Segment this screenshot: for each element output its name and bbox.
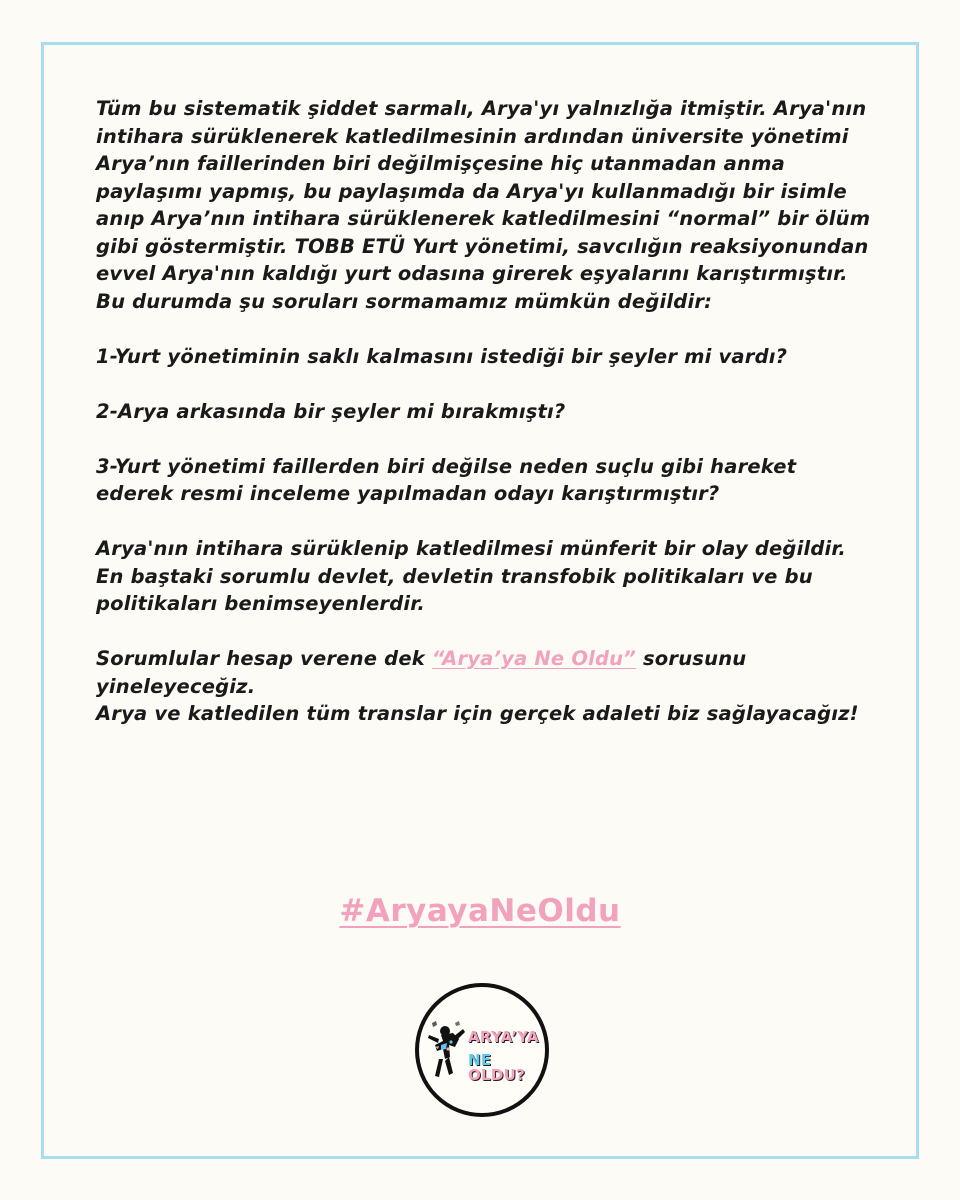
paragraph-justice: Arya ve katledilen tüm translar için gerçek adaleti biz sağlayacağız!	[96, 702, 859, 725]
logo-text-oldu: OLDU?	[468, 1066, 526, 1084]
question-2: 2-Arya arkasında bir şeyler mi bırakmıştı?	[96, 399, 566, 423]
logo-text-ne: NE	[468, 1051, 492, 1069]
paragraph-accountability	[96, 645, 876, 700]
silhouette-figure-icon	[419, 987, 545, 1113]
paragraph-responsibility: Arya'nın intihara sürüklenip katledilmesi münferit bir olay değildir. En baştaki sorumlu devlet, devletin transfobik politikaları ve bu politikaları benimseyenlerdir.	[96, 537, 847, 615]
logo-text-line2	[468, 1053, 545, 1083]
arya-ya-ne-oldu-logo	[415, 983, 549, 1117]
hashtag-link[interactable]: #AryayaNeOldu	[339, 893, 621, 929]
logo-text-line1: ARYA’YA	[468, 1028, 539, 1046]
accountability-text-start: Sorumlular hesap verene dek	[96, 647, 432, 670]
question-3: 3-Yurt yönetimi faillerden biri değilse neden suçlu gibi hareket ederek resmi inceleme yapılmadan odayı karıştırmıştır?	[96, 454, 797, 505]
statement-text	[96, 95, 876, 728]
arya-ne-oldu-link[interactable]: “Arya’ya Ne Oldu”	[431, 647, 637, 670]
paragraph-intro: Tüm bu sistematik şiddet sarmalı, Arya'yı yalnızlığa itmiştir. Arya'nın intihara sürüklenerek katledilmesinin ardından üniversite yönetimi Arya’nın faillerinden biri değilmişçesine hiç utanmadan anma paylaşımı yapmış, bu paylaşımda da Arya'yı kullanmadığı bir isimle anıp Arya’nın intihara sürüklenerek katledilmesini “normal” bir ölüm gibi göstermiştir. TOBB ETÜ Yurt yönetimi, savcılığın reaksiyonundan evvel Arya'nın kaldığı yurt odasına girerek eşyalarını karıştırmıştır. Bu durumda şu soruları sormamamız mümkün değildir:	[96, 97, 871, 313]
accountability-text-end: sorusunu yineleyeceğiz.	[96, 647, 747, 698]
question-1: 1-Yurt yönetiminin saklı kalmasını istediği bir şeyler mi vardı?	[96, 344, 788, 368]
